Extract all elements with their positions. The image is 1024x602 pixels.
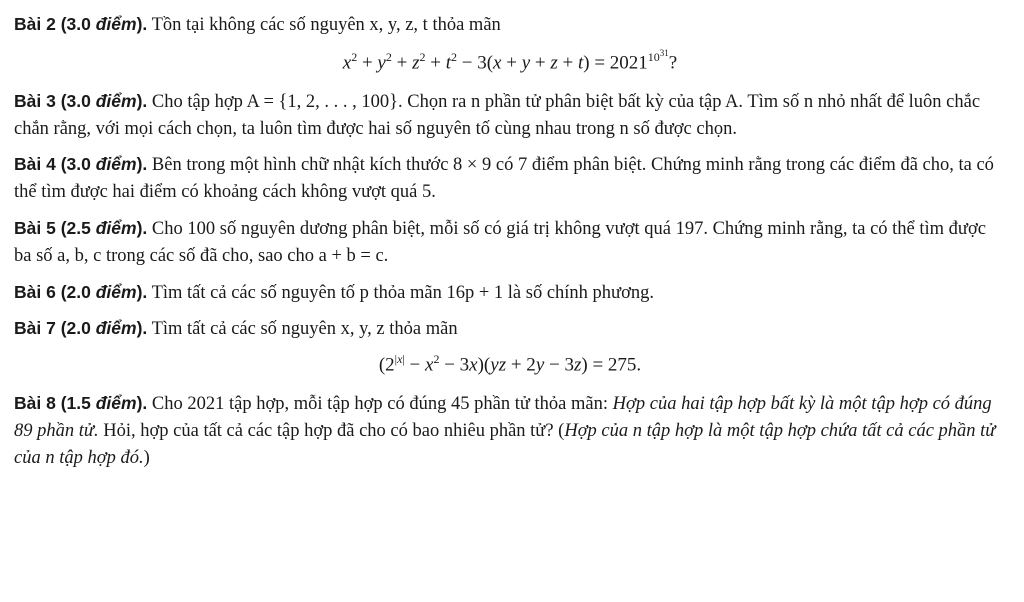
problem-2 — [14, 12, 1006, 77]
problem-3-heading: Bài 3 (3.0 điểm). — [14, 90, 148, 111]
problem-7-heading: Bài 7 (2.0 điểm). — [14, 318, 148, 339]
problem-2-heading: Bài 2 (3.0 điểm). — [14, 14, 148, 34]
problem-8-heading: Bài 8 (1.5 điểm). — [14, 393, 148, 414]
problem-5-text: Bài 5 (2.5 điểm). Cho 100 số nguyên dương phân biệt, mỗi số có giá trị không vượt quá 197. Chứng minh rằng, ta có thể tìm được ba số a, b, c trong các số đã cho, sao cho a + b = c. — [14, 217, 986, 266]
problem-7-text: Bài 7 (2.0 điểm). Tìm tất cả các số nguyên x, y, z thỏa mãn — [14, 318, 458, 340]
problem-4 — [14, 152, 1006, 206]
problem-5 — [14, 216, 1006, 270]
problem-8-text: Bài 8 (1.5 điểm). Cho 2021 tập hợp, mỗi tập hợp có đúng 45 phần tử thỏa mãn: Hợp của hai tập hợp bất kỳ là một tập hợp có đúng 89 phần tử. Hỏi, hợp của tất cả các tập hợp đã cho có bao nhiêu phần tử? (Hợp của n tập hợp là một tập hợp chứa tất cả các phần tử của n tập hợp đó.) — [14, 393, 996, 468]
problem-5-heading: Bài 5 (2.5 điểm). — [14, 217, 148, 238]
problem-8 — [14, 391, 1006, 471]
problem-3-text: Bài 3 (3.0 điểm). Cho tập hợp A = {1, 2, . . . , 100}. Chọn ra n phần tử phân biệt bất kỳ của tập A. Tìm số n nhỏ nhất để luôn chắc chắn rằng, với mọi cách chọn, ta luôn tìm được hai số nguyên tố cùng nhau trong n số được chọn. — [14, 90, 981, 139]
problem-7-equation: $(2^{|x|} - x^2 - 3x)(yz + 2y - 3z) = 275$. — [378, 352, 642, 376]
problem-2-equation: $x^2 + y^2 + z^2 + t^2 - 3(x + y + z + t) = 2021^{10^{31}}$? — [342, 47, 678, 74]
problem-6-heading: Bài 6 (2.0 điểm). — [14, 281, 148, 302]
problem-2-text: Bài 2 (3.0 điểm). Tồn tại không các số nguyên x, y, z, t thỏa mãn — [14, 14, 501, 35]
problem-7 — [14, 316, 1006, 379]
problem-4-heading: Bài 4 (3.0 điểm). — [14, 154, 148, 175]
problem-3 — [14, 89, 1006, 143]
problem-6 — [14, 280, 1006, 307]
problem-6-text: Bài 6 (2.0 điểm). Tìm tất cả các số nguyên tố p thỏa mãn 16p + 1 là số chính phương. — [14, 281, 654, 303]
problem-4-text: Bài 4 (3.0 điểm). Bên trong một hình chữ nhật kích thước 8 × 9 có 7 điểm phân biệt. Chứng minh rằng trong các điểm đã cho, ta có thể tìm được hai điểm có khoảng cách không vượt quá 5. — [14, 154, 994, 203]
